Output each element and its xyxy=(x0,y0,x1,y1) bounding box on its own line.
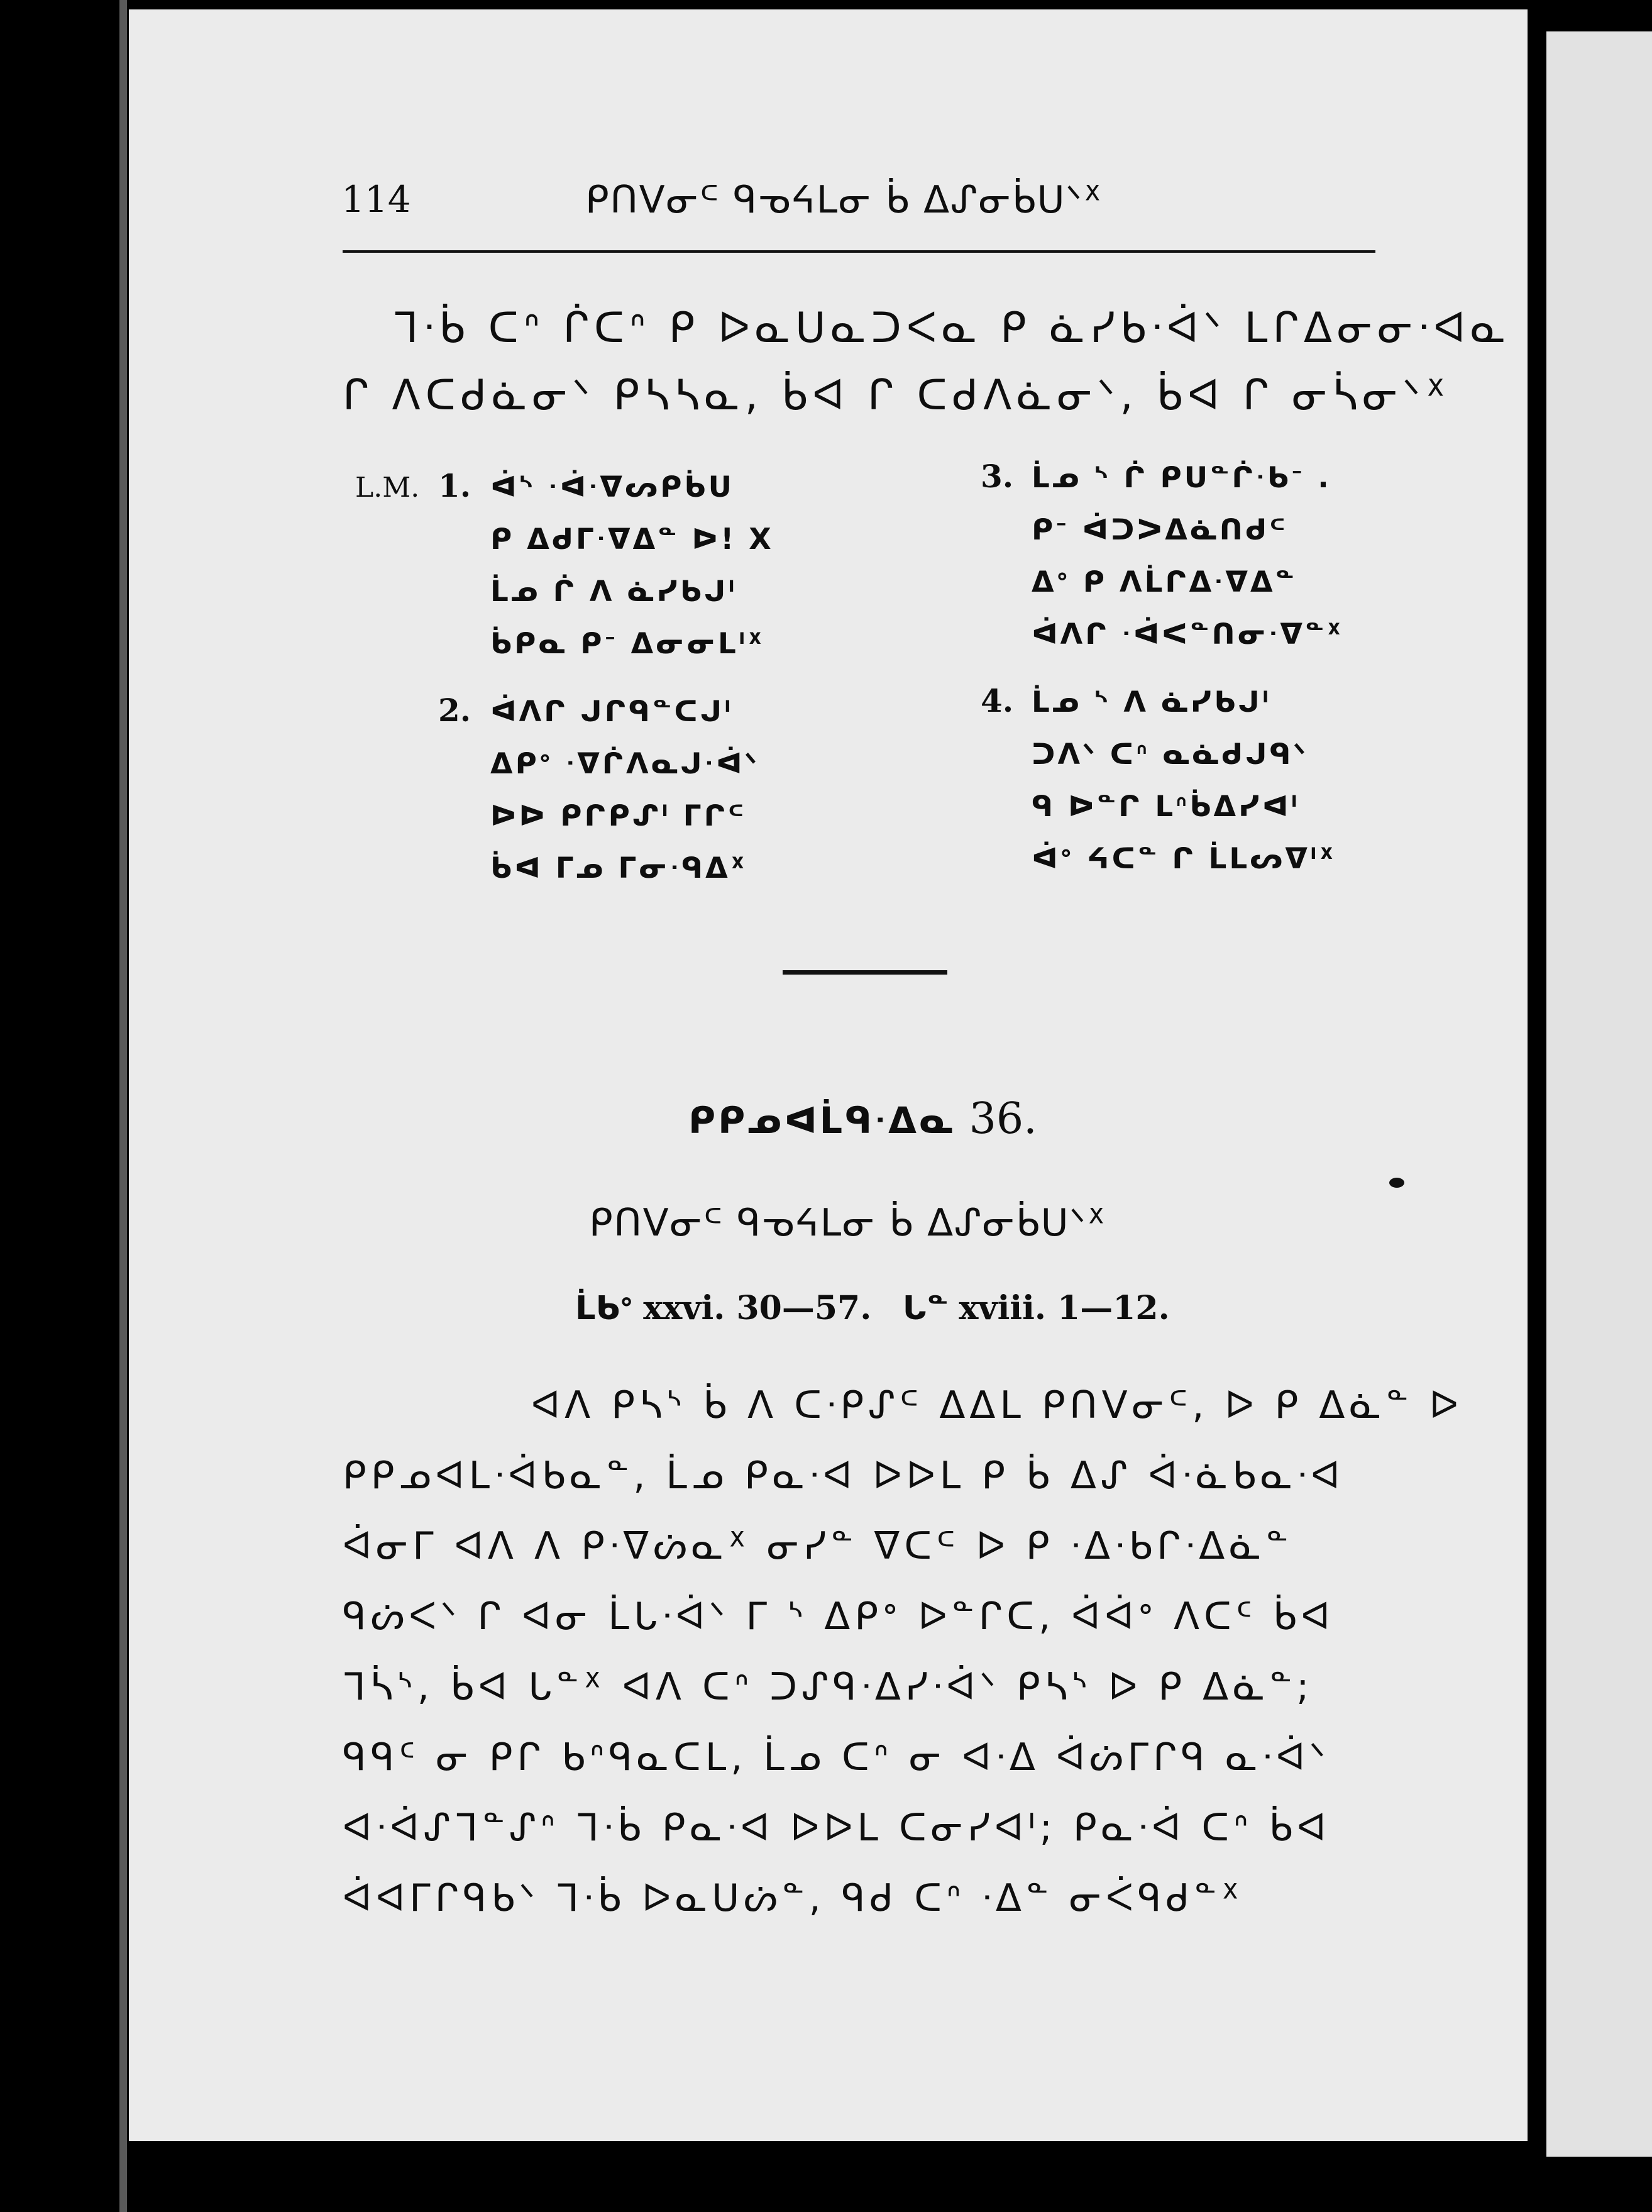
section-divider xyxy=(783,970,947,975)
body-line: ᐋᐊᒥᒋᑫᑲᐠ ᒣᐧᑳ ᐅᓇᑌᔖᓐ, ᑫᑯ ᑕᐢ ᐧᐃᓐ ᓂᐹᑫᑯᓐᕽ xyxy=(343,1876,1244,1920)
lesson-heading-number: 36. xyxy=(969,1094,1037,1144)
verse-line: ᑳᐊ ᒥᓄ ᒥᓂᐧᑫᐃᕽ xyxy=(490,851,748,885)
verse-line: ᐃᑭᐤ ᐧᐁᒌᐱᓇᒍᐧᐋᐠ xyxy=(490,746,759,780)
verse-line: ᒫᓄ ᒌ ᐱ ᓈᓯᑲᒍᑊ xyxy=(490,574,737,608)
verse-line: ᑭᐨ ᐋᑐᐳᐃᓈᑎᑯᒼ xyxy=(1032,512,1288,546)
header-rule xyxy=(343,250,1375,253)
verse-line: ᐋᐱᒋ ᒍᒋᑫᓐᑕᒍᑊ xyxy=(490,694,734,728)
stanza-number: 3. xyxy=(981,458,1014,495)
body-line: ᑫᔖᐸᐠ ᒋ ᐊᓂ ᒫᒐᐧᐋᐠ ᒥ ᔅ ᐃᑭᐤ ᐅᓐᒋᑕ, ᐋᐋᐤ ᐱᑕᑦ ᑳᐊ xyxy=(343,1595,1335,1639)
verse-line: ᐋᔅ ᐧᐋᐧᐁᔕᑭᑳᑌ xyxy=(490,470,734,504)
book-page xyxy=(129,9,1528,2141)
body-line: ᐊᐱ ᑭᓴᔅ ᑳ ᐱ ᑕᐧᑭᔑᒼ ᐃᐃᒪ ᑭᑎᐯᓂᒼ, ᐅ ᑭ ᐃᓈᓐ ᐅ xyxy=(531,1383,1463,1427)
reference-book: ᒫᑲᐤ xyxy=(575,1290,633,1327)
stanza-number: 4. xyxy=(981,682,1014,719)
book-spine xyxy=(119,0,127,2212)
ink-blot xyxy=(1389,1178,1404,1188)
next-page-edge xyxy=(1546,31,1652,2157)
intro-line: ᒣᐧᑳ ᑕᐢ ᒌᑕᐢ ᑭ ᐅᓇᑌᓇᑐᐸᓇ ᑭ ᓈᓯᑲᐧᐋᐠ ᒪᒋᐃᓂᓂᐧᐊᓇ xyxy=(393,304,1511,352)
body-line: ᐋᓂᒥ ᐊᐱ ᐱ ᑭᐧᐁᔖᓇᕽ ᓂᓯᓐ ᐁᑕᒼ ᐅ ᑭ ᐧᐃᐧᑲᒋᐧᐃᓈᓐ xyxy=(343,1524,1293,1568)
verse-line: ᑐᐱᐠ ᑕᐢ ᓇᓈᑯᒍᑫᐠ xyxy=(1032,737,1309,771)
reference-chapter: xxvi. 30—57. xyxy=(643,1289,872,1327)
reference-chapter: xviii. 1—12. xyxy=(959,1289,1170,1327)
body-line: ᑫᑫᑦ ᓂ ᑭᒋ ᑲᐢᑫᓇᑕᒪ, ᒫᓄ ᑕᐢ ᓂ ᐊᐧᐃ ᐋᔖᒥᒋᑫ ᓇᐧᐋᐠ xyxy=(343,1735,1330,1779)
reference-book: ᒐᓐ xyxy=(902,1290,949,1327)
verse-line: ᒫᓄ ᔅ ᒌ ᑭᑌᓐᒌᐧᑲᐨ . xyxy=(1032,460,1331,494)
verse-line: ᐋᐱᒋ ᐧᐋᐸᓐᑎᓂᐧᐁᓐᕽ xyxy=(1032,617,1344,651)
scripture-reference xyxy=(575,1289,1170,1327)
verse-line: ᒫᓄ ᔅ ᐱ ᓈᓯᑲᒍᑊ xyxy=(1032,685,1272,719)
verse-line: ᐃᐤ ᑭ ᐱᒫᒋᐃᐧᐁᐃᓐ xyxy=(1032,565,1297,599)
meter-label: L.M. xyxy=(355,472,420,504)
stanza-number: 2. xyxy=(438,692,471,729)
running-title: ᑭᑎᐯᓂᒼ ᑫᓀᔦᒪᓂ ᑳ ᐃᔑᓂᑳᑌᐠᕽ xyxy=(585,178,1103,222)
lesson-heading-word: ᑭᑭᓄᐊᒫᑫᐧᐃᓇ xyxy=(688,1099,955,1142)
stanza-number: 1. xyxy=(438,467,471,504)
verse-line: ᑭ ᐃᑯᒥᐧᐁᐃᓐ ᐅ! X xyxy=(490,522,774,556)
body-line: ᒣᓵᔅ, ᑳᐊ ᒐᓐᕽ ᐊᐱ ᑕᐢ ᑐᔑᑫᐧᐃᓯᐧᐋᐠ ᑭᓴᔅ ᐅ ᑭ ᐃᓈᓐ; xyxy=(343,1665,1314,1709)
intro-line: ᒋ ᐱᑕᑯᓈᓂᐠ ᑭᓴᓴᓇ, ᑳᐊ ᒋ ᑕᑯᐱᓈᓂᐠ, ᑳᐊ ᒋ ᓂᓵᓂᐠᕽ xyxy=(343,371,1451,419)
lesson-heading xyxy=(688,1094,1037,1144)
body-line: ᑭᑭᓄᐊᒪᐧᐋᑲᓇᓐ, ᒫᓄ ᑭᓇᐧᐊ ᐅᐅᒪ ᑭ ᑳ ᐃᔑ ᐋᐧᓈᑲᓇᐧᐊ xyxy=(343,1454,1345,1498)
body-line: ᐊᐧᐋᔑᒣᓐᔑᐢ ᒣᐧᑳ ᑭᓇᐧᐊ ᐅᐅᒪ ᑕᓂᓯᐊᑊ; ᑭᓇᐧᐋ ᑕᐢ ᑳᐊ xyxy=(343,1806,1331,1850)
verse-line: ᑫ ᐅᓐᒋ ᒪᐢᑳᐃᓯᐊᑊ xyxy=(1032,789,1300,823)
verse-line: ᐋᐤ ᔦᑕᓐ ᒋ ᒫᒪᔕᐁᑊᕽ xyxy=(1032,841,1336,875)
verse-line: ᑳᑭᓇ ᑭᐨ ᐃᓂᓂᒪᑊᕽ xyxy=(490,626,765,660)
page-number: 114 xyxy=(341,178,411,221)
lesson-subtitle: ᑭᑎᐯᓂᒼ ᑫᓀᔦᒪᓂ ᑳ ᐃᔑᓂᑳᑌᐠᕽ xyxy=(589,1201,1107,1245)
verse-line: ᐅᐅ ᑭᒋᑭᔑᑊ ᒥᒋᒼ xyxy=(490,799,747,832)
